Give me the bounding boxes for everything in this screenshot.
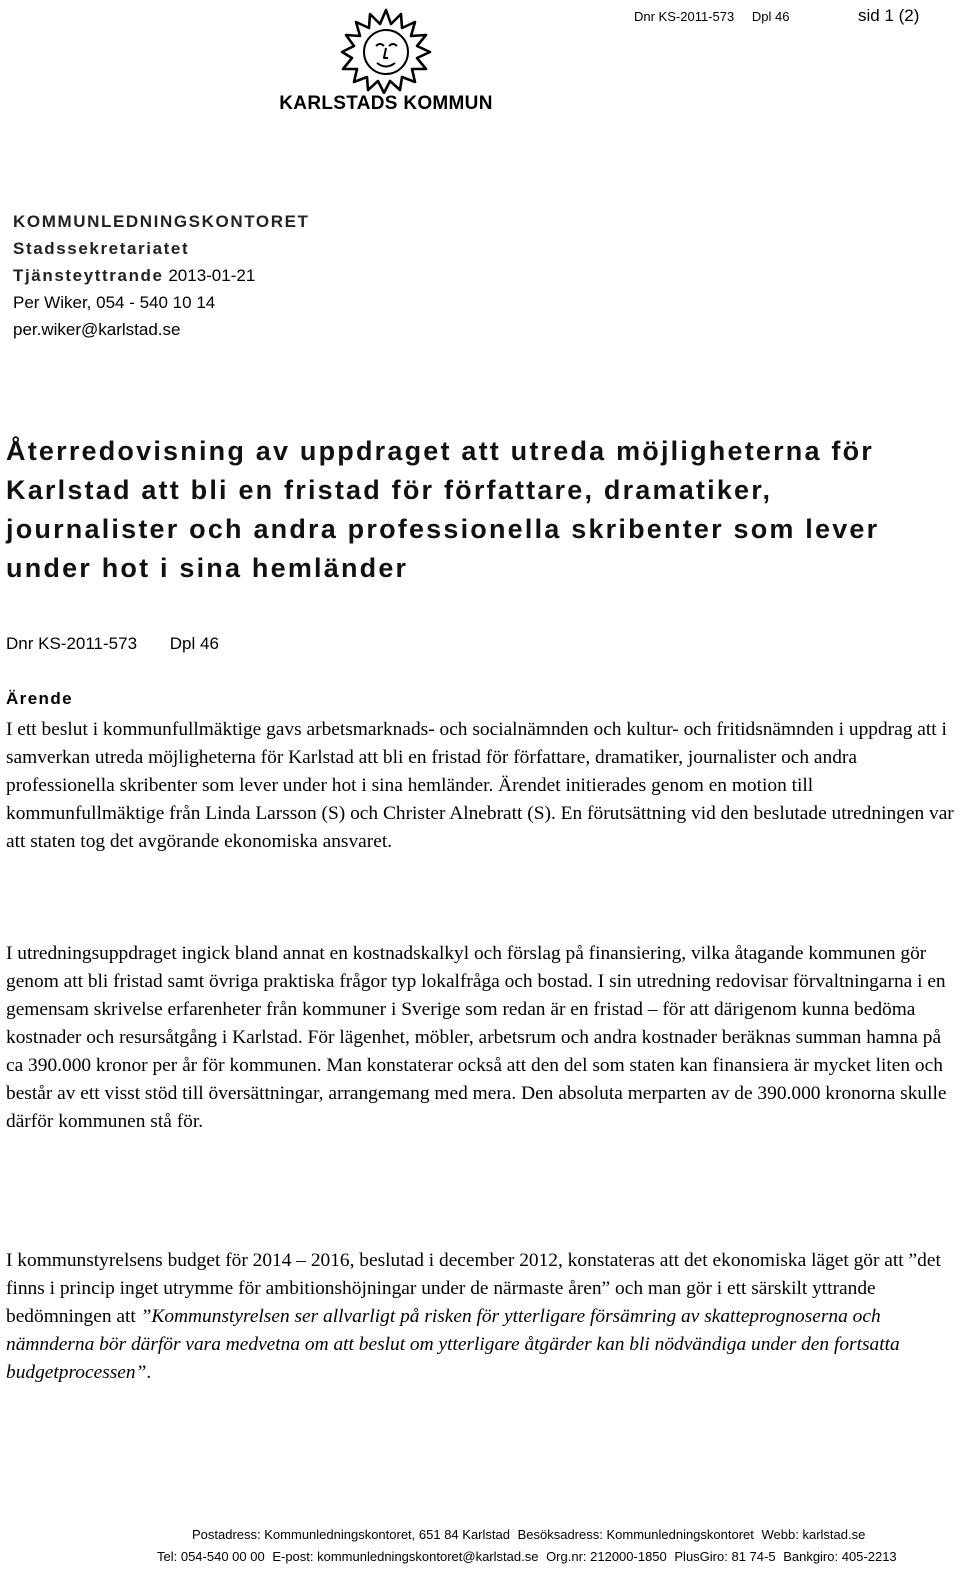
paragraph-1: I ett beslut i kommunfullmäktige gavs arbetsmarknads- och socialnämnden och kultur- och fritidsnämnden i uppdrag att i samverkan utreda möjligheterna för Karlstad att bli en fristad för författare, dramatiker, journalister och andra professionella skribenter som lever under hot i sina hemländer. Ärendet initierades genom en motion till kommunfullmäktige från Linda Larsson (S) och Christer Alnebratt (S). En förutsättning vid den beslutade utredningen var att staten tog det avgörande ekonomiska ansvaret. (6, 719, 954, 852)
paragraph-2: I utredningsuppdraget ingick bland annat en kostnadskalkyl och förslag på finansiering, vilka åtagande kommunen gör genom att bli fristad samt övriga praktiska frågor typ lokalfråga och bostad. I sin utredning redovisar förvaltningarna i en gemensam skrivelse erfarenheter från kommuner i Sverige som redan är en fristad – för att därigenom kunna bedöma kostnader och resursåtgång i Karlstad. För lägenhet, möbler, arbetsrum och andra kostnader beräknas summan hamna på ca 390.000 kronor per år för kommunen. Man konstaterar också att den del som staten kan finansiera är mycket liten och består av ett visst stöd till översättningar, arrangemang med mera. Den absoluta merparten av de 390.000 kronorna skulle därför kommunen stå för. (6, 943, 947, 1132)
sender-block (13, 208, 310, 343)
logo-wordmark: KARLSTADS KOMMUN (279, 93, 493, 114)
paragraph-3 (6, 1247, 954, 1387)
header-dpl: Dpl 46 (751, 9, 790, 24)
header-dnr: Dnr KS-2011-573 (634, 9, 735, 24)
footer-epost: E-post: kommunledningskontoret@karlstad.se (272, 1549, 539, 1564)
document-type: Tjänsteyttrande (13, 266, 164, 285)
paragraph-3-end: . (146, 1362, 152, 1383)
unit-name: Stadssekretariatet (13, 239, 190, 258)
sun-face-logo-icon (340, 8, 432, 94)
footer-postadress: Postadress: Kommunledningskontoret, 651 84 Karlstad (192, 1527, 510, 1542)
karlstad-logo (268, 8, 504, 118)
title-reference (6, 634, 247, 654)
contact-email: per.wiker@karlstad.se (13, 320, 181, 339)
document-title: Återredovisning av uppdraget att utreda möjligheterna för Karlstad att bli en fristad för författare, dramatiker, journalister och andra professionella skribenter som lever under hot i sina hemländer (6, 436, 880, 583)
document-date: 2013-01-21 (168, 266, 256, 285)
title-dnr: Dnr KS-2011-573 (6, 634, 138, 653)
header-reference (634, 9, 803, 24)
contact-person: Per Wiker, 054 - 540 10 14 (13, 293, 216, 312)
title-dpl: Dpl 46 (169, 634, 219, 653)
footer-tel: Tel: 054-540 00 00 (157, 1549, 265, 1564)
page-number: sid 1 (2) (858, 6, 920, 25)
section-heading: Ärende (6, 689, 73, 708)
footer-webb: Webb: karlstad.se (761, 1527, 866, 1542)
footer-bankgiro: Bankgiro: 405-2213 (783, 1549, 897, 1564)
paragraph-3-lead: I kommunstyrelsens budget för 2014 – 2016, beslutad i december 2012, konstateras att det ekonomiska läget gör att ”det finns i princip inget utrymme för ambitionshöjningar under de närmaste åren” och man gör i ett särskilt yttrande bedömningen att (6, 1250, 941, 1327)
footer-line-2 (0, 1549, 960, 1564)
footer-besoksadress: Besöksadress: Kommunledningskontoret (517, 1527, 754, 1542)
paragraph-3-quote: ”Kommunstyrelsen ser allvarligt på risken för ytterligare försämring av skatteprognoserna och nämnderna bör därför vara medvetna om att beslut om ytterligare åtgärder kan bli nödvändiga under den fortsatta budgetprocessen” (6, 1306, 900, 1383)
office-name: KOMMUNLEDNINGSKONTORET (13, 212, 310, 231)
footer-orgnr: Org.nr: 212000-1850 (546, 1549, 667, 1564)
footer-plusgiro: PlusGiro: 81 74-5 (674, 1549, 776, 1564)
footer-line-1 (0, 1527, 960, 1542)
